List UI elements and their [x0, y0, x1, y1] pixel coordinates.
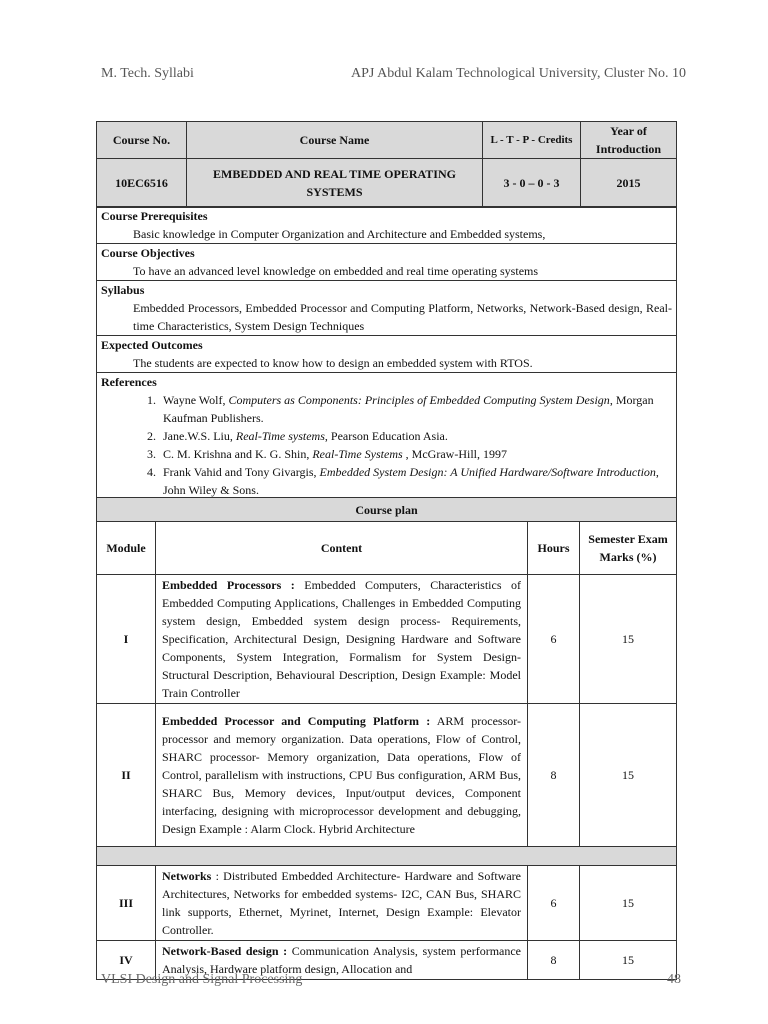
reference-title: Computers as Components: Principles of Embedded Computing System Design	[228, 393, 610, 407]
reference-publisher: , Morgan Kaufman Publishers.	[163, 393, 654, 425]
course-plan-title: Course plan	[97, 498, 677, 522]
reference-publisher: , McGraw-Hill, 1997	[402, 447, 507, 461]
course-plan-header-row	[97, 522, 677, 575]
reference-title: Real-Time Systems	[312, 447, 403, 461]
module-row	[97, 866, 677, 941]
reference-item	[159, 391, 672, 427]
module-topic: Embedded Processor and Computing Platform :	[162, 714, 431, 728]
course-info-header-row	[97, 122, 677, 159]
module-row	[97, 704, 677, 847]
references-title: References	[101, 375, 157, 389]
module-number: I	[97, 575, 156, 704]
module-content	[156, 866, 528, 941]
reference-author: Wayne Wolf,	[163, 393, 229, 407]
outcomes-text: The students are expected to know how to design an embedded system with RTOS.	[133, 356, 533, 370]
course-plan-title-row	[97, 498, 677, 522]
page-number: 48	[667, 972, 681, 987]
reference-title: Embedded System Design: A Unified Hardware/Software Introduction	[319, 465, 656, 479]
course-name-value: EMBEDDED AND REAL TIME OPERATING SYSTEMS	[187, 159, 483, 208]
footer-left: VLSI Design and Signal Processing	[101, 972, 303, 987]
course-name-header: Course Name	[187, 122, 483, 159]
syllabus-sections	[96, 206, 677, 500]
reference-item	[159, 445, 672, 463]
module-content	[156, 575, 528, 704]
objectives-section	[97, 244, 677, 281]
module-number: III	[97, 866, 156, 941]
course-no-value: 10EC6516	[97, 159, 187, 208]
ltp-credits-value: 3 - 0 – 0 - 3	[483, 159, 581, 208]
module-hours: 6	[528, 575, 580, 704]
module-content	[156, 704, 528, 847]
course-info-table	[96, 121, 677, 208]
prerequisites-title: Course Prerequisites	[101, 209, 208, 223]
reference-title: Real-Time systems	[235, 429, 325, 443]
module-hours: 6	[528, 866, 580, 941]
prerequisites-text: Basic knowledge in Computer Organization and Architecture and Embedded systems,	[133, 227, 546, 241]
objectives-text: To have an advanced level knowledge on embedded and real time operating systems	[133, 264, 539, 278]
references-section	[97, 373, 677, 500]
reference-author: Frank Vahid and Tony Givargis,	[163, 465, 320, 479]
year-value: 2015	[581, 159, 677, 208]
marks-header: Semester Exam Marks (%)	[580, 522, 677, 575]
module-marks: 15	[580, 866, 677, 941]
syllabus-title: Syllabus	[101, 283, 145, 297]
syllabus-text: Embedded Processors, Embedded Processor and Computing Platform, Networks, Network-Based design, Real-time Characteristics, System Design Techniques	[133, 301, 672, 333]
page-header	[101, 66, 686, 82]
reference-author: Jane.W.S. Liu,	[163, 429, 236, 443]
year-header: Year of Introduction	[581, 122, 677, 159]
outcomes-section	[97, 336, 677, 373]
ltp-credits-header: L - T - P - Credits	[483, 122, 581, 159]
module-topic: Networks	[162, 869, 212, 883]
module-topic: Embedded Processors :	[162, 578, 295, 592]
syllabus-section	[97, 281, 677, 336]
module-hours: 8	[528, 941, 580, 980]
module-topic: Network-Based design :	[162, 944, 288, 958]
reference-item	[159, 427, 672, 445]
page-footer	[101, 972, 681, 988]
reference-author: C. M. Krishna and K. G. Shin,	[163, 447, 313, 461]
module-marks: 15	[580, 941, 677, 980]
reference-publisher: , Pearson Education Asia.	[324, 429, 448, 443]
course-plan-table	[96, 497, 677, 980]
hours-header: Hours	[528, 522, 580, 575]
module-description: Embedded Computers, Characteristics of Embedded Computing Applications, Challenges in Embedded Computing system design, Embedded system design process- Requirements, Specification, Architectural Design, Designing Hardware and Software Components, System Integration, Formalism for System Design-Structural Description, Behavioural Description, Design Example: Model Train Controller	[162, 578, 522, 700]
references-list	[101, 391, 672, 499]
content-header: Content	[156, 522, 528, 575]
module-description: ARM processor- processor and memory organization. Data operations, Flow of Control, SHARC processor- Memory organization, Data operations, Flow of Control, parallelism with instructions, CPU Bus configuration, ARM Bus, SHARC Bus, Memory devices, Input/output devices, Component interfacing, designing with microprocessor development and debugging, Design Example : Alarm Clock. Hybrid Architecture	[162, 714, 521, 836]
objectives-title: Course Objectives	[101, 246, 195, 260]
module-number: IV	[97, 941, 156, 980]
course-info-row	[97, 159, 677, 208]
module-header: Module	[97, 522, 156, 575]
reference-item	[159, 463, 672, 499]
reference-publisher: , John Wiley & Sons.	[163, 465, 659, 497]
module-row	[97, 575, 677, 704]
exam-divider-row	[97, 847, 677, 866]
course-no-header: Course No.	[97, 122, 187, 159]
module-hours: 8	[528, 704, 580, 847]
header-right: APJ Abdul Kalam Technological University, Cluster No. 10	[351, 66, 686, 81]
module-number: II	[97, 704, 156, 847]
outcomes-title: Expected Outcomes	[101, 338, 203, 352]
module-description: : Distributed Embedded Architecture- Hardware and Software Architectures, Networks for embedded systems- I2C, CAN Bus, SHARC link supports, Ethernet, Myrinet, Internet, Design Example: Elevator Controller.	[162, 869, 521, 937]
prerequisites-section	[97, 207, 677, 244]
module-description: Communication Analysis, system performance Analysis, Hardware platform design, Allocation and	[162, 944, 521, 976]
module-marks: 15	[580, 704, 677, 847]
module-marks: 15	[580, 575, 677, 704]
header-left: M. Tech. Syllabi	[101, 66, 194, 81]
